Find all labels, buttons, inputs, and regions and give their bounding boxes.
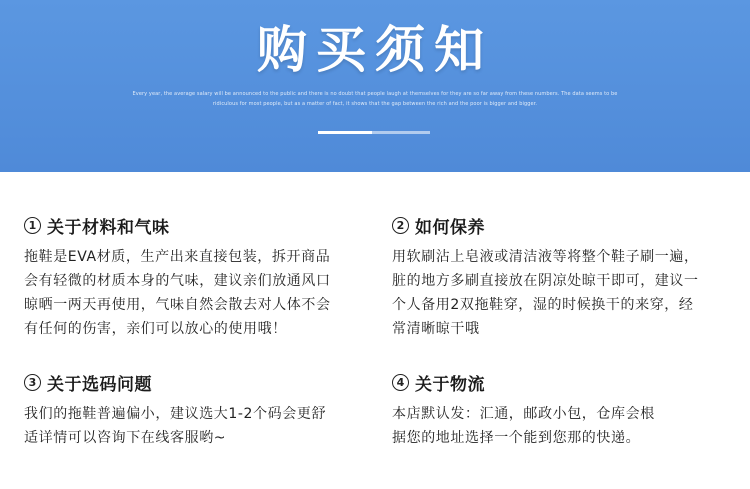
section-care [392, 213, 732, 341]
page-title: 购买须知 [257, 21, 493, 79]
circled-number-badge: 3 [24, 374, 41, 391]
section-title: 关于物流 [415, 374, 485, 395]
title-divider-accent [318, 131, 372, 134]
section-body: 我们的拖鞋普遍偏小，建议选大1-2个码会更舒 适详情可以咨询下在线客服哟~ [24, 406, 327, 446]
section-material-smell [24, 213, 374, 341]
title-divider [318, 131, 430, 134]
section-header [24, 370, 374, 394]
section-sizing [24, 370, 374, 450]
section-title: 关于选码问题 [47, 374, 152, 395]
section-title: 关于材料和气味 [47, 217, 170, 238]
circled-number-badge: 4 [392, 374, 409, 391]
section-body: 拖鞋是EVA材质，生产出来直接包装，拆开商品 会有轻微的材质本身的气味，建议亲们放通风口 晾晒一两天再使用，气味自然会散去对人体不会 有任何的伤害，亲们可以放心的使用哦！ [24, 249, 331, 337]
section-title: 如何保养 [415, 217, 485, 238]
section-header [392, 370, 732, 394]
section-body: 用软刷沾上皂液或清洁液等将整个鞋子刷一遍， 脏的地方多刷直接放在阴凉处晾干即可，建议一 个人备用2双拖鞋穿，湿的时候换干的来穿，经 常清晰晾干哦 [392, 249, 699, 337]
banner-subtitle: Every year, the average salary will be announced to the public and there is no doubt that people laugh at themselves for they are so far away from these numbers. The data seems to be ridiculous for most people, but as a matter of fact, it shows that the gap between the rich and the poor is bigger and bigger. [132, 91, 618, 107]
section-shipping [392, 370, 732, 450]
header-banner [0, 0, 750, 172]
circled-number-badge: 1 [24, 217, 41, 234]
section-header [392, 213, 732, 237]
circled-number-badge: 2 [392, 217, 409, 234]
section-body: 本店默认发：汇通，邮政小包，仓库会根 据您的地址选择一个能到您那的快递。 [392, 406, 655, 446]
section-header [24, 213, 374, 237]
